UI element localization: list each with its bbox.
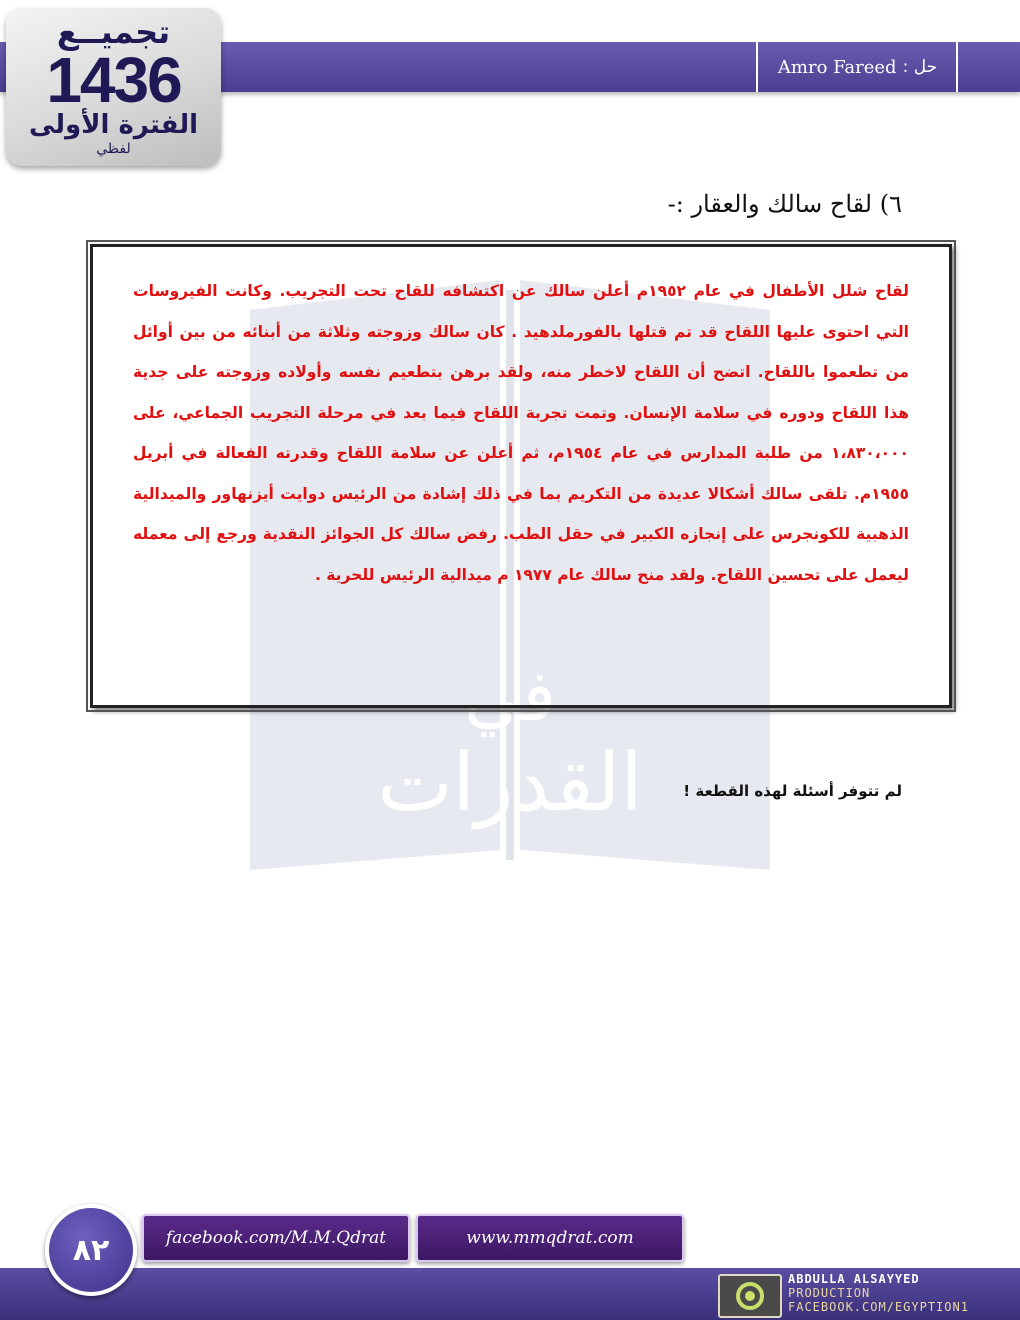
facebook-link[interactable]: facebook.com/M.M.Qdrat: [142, 1214, 410, 1262]
header-divider-left: [756, 42, 758, 92]
logo-subtitle: لفظي: [96, 141, 131, 157]
watermark-text-1: في: [464, 655, 556, 737]
header-divider-right: [956, 42, 958, 92]
camera-icon: [718, 1274, 782, 1318]
website-link[interactable]: www.mmqdrat.com: [416, 1214, 684, 1262]
no-questions-note: لم تتوفر أسئلة لهذه القطعة !: [683, 782, 902, 800]
credit-line-2: PRODUCTION: [788, 1286, 871, 1300]
header-credit: [760, 42, 955, 92]
credit-name: Amro Fareed: [777, 56, 897, 78]
logo-period: الفترة الأولى: [28, 110, 199, 140]
section-title: ٦) لقاح سالك والعقار :-: [667, 190, 902, 218]
passage-text: لقاح شلل الأطفال في عام ١٩٥٢م أعلن سالك عن اكتشافه للقاح تحت التجريب. وكانت الفيروسات التي احتوى عليها اللقاح قد تم قتلها بالفورملدهيد . كان سالك وزوجته وثلاثة من أبنائه من بين أوائل من تطعموا باللقاح. اتضح أن اللقاح لاخطر منه، ولقد برهن بتطعيم نفسه وأولاده وزوجته على جدية هذا اللقاح ودوره في سلامة الإنسان. وتمت تجربة اللقاح فيما بعد في مرحلة التجريب الجماعي، على ١،٨٣٠،٠٠٠ من طلبة المدارس في عام ١٩٥٤م، ثم أعلن عن سلامة اللقاح وقدرته الفعالة في أبريل ١٩٥٥م. تلقى سالك أشكالا عديدة من التكريم بما في ذلك إشادة من الرئيس دوايت أيزنهاور والميدالية الذهبية للكونجرس على إنجازه الكبير في حقل الطب. رفض سالك كل الجوائز النقدية ورجع إلى معمله ليعمل على تحسين اللقاح. ولقد منح سالك عام ١٩٧٧ م ميدالية الرئيس للحرية .: [133, 282, 909, 584]
logo-top-text: تجميــع: [56, 13, 171, 51]
collection-logo: [6, 8, 221, 166]
page-number: ٨٢: [45, 1204, 137, 1296]
watermark-text-2: القدرات: [377, 736, 643, 829]
production-credit: [788, 1272, 1020, 1314]
credit-prefix: حل :: [902, 57, 938, 77]
logo-year: 1436: [46, 44, 181, 116]
passage-box: [90, 244, 952, 708]
credit-line-1: ABDULLA ALSAYYED: [788, 1272, 920, 1286]
credit-line-3: FACEBOOK.COM/EGYPTION1: [788, 1300, 969, 1314]
